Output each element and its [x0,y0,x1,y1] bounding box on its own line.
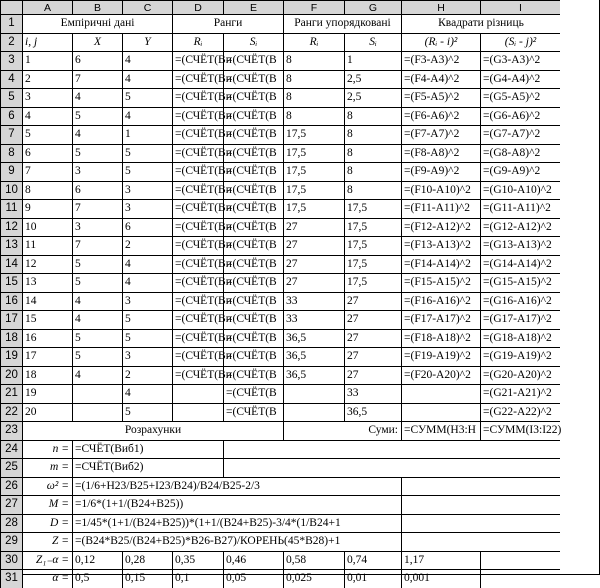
cell-i[interactable]: =(G20-A20)^2 [480,366,560,385]
cell-d[interactable] [172,403,223,422]
cell-a[interactable]: 4 [22,107,72,126]
cell-h2[interactable]: (Rᵢ - i)² [401,33,480,52]
cell-g[interactable]: 8 [344,181,401,200]
row-header-5[interactable]: 5 [0,88,22,107]
row-header-18[interactable]: 18 [0,329,22,348]
cell-i[interactable]: =(G15-A15)^2 [480,273,560,292]
cell-d[interactable]: =(СЧЁТ(Ви [172,199,223,218]
cell-b[interactable] [72,403,122,422]
cell-e[interactable]: =(СЧЁТ(В [223,199,283,218]
cell-c[interactable]: 3 [122,181,172,200]
cell-i[interactable]: =(G14-A14)^2 [480,255,560,274]
cell-b[interactable]: 3 [72,162,122,181]
cell-b[interactable]: 5 [72,273,122,292]
squared-diffs-header[interactable]: Квадрати різниць [401,14,560,33]
cell-e[interactable]: =(СЧЁТ(В [223,366,283,385]
cell-g[interactable]: 36,5 [344,403,401,422]
row-header-15[interactable]: 15 [0,273,22,292]
row-header-14[interactable]: 14 [0,255,22,274]
row-header-11[interactable]: 11 [0,199,22,218]
cell-h[interactable]: =(F11-A11)^2 [401,199,480,218]
cell-g2[interactable]: Sᵢ [344,33,401,52]
cell-a[interactable]: 20 [22,403,72,422]
cell-e[interactable]: =(СЧЁТ(В [223,310,283,329]
cell-d[interactable]: =(СЧЁТ(Ви [172,107,223,126]
row-header-16[interactable]: 16 [0,292,22,311]
alpha-value[interactable]: 0,05 [223,569,283,588]
cell-h[interactable]: =(F16-A16)^2 [401,292,480,311]
cell-i[interactable]: =(G12-A12)^2 [480,218,560,237]
calc-label-n[interactable]: n = [22,440,72,459]
row-header-12[interactable]: 12 [0,218,22,237]
cell-b[interactable]: 5 [72,107,122,126]
cell-i[interactable]: =(G22-A22)^2 [480,403,560,422]
cell-a[interactable]: 5 [22,125,72,144]
cell-b[interactable]: 7 [72,70,122,89]
cell-c[interactable]: 4 [122,107,172,126]
alpha-value[interactable]: 0,1 [172,569,223,588]
cell-c[interactable]: 5 [122,162,172,181]
row-header-20[interactable]: 20 [0,366,22,385]
cell-a[interactable]: 12 [22,255,72,274]
cell-e[interactable]: =(СЧЁТ(В [223,384,283,403]
cell-g[interactable]: 27 [344,347,401,366]
row-header-22[interactable]: 22 [0,403,22,422]
empty-cell[interactable] [223,458,560,477]
z-critical-value[interactable]: 0,58 [283,551,344,570]
calc-label-variance[interactable]: D = [22,514,72,533]
cell-g[interactable]: 8 [344,144,401,163]
cell-f[interactable]: 8 [283,70,344,89]
cell-e[interactable]: =(СЧЁТ(В [223,236,283,255]
cell-b[interactable]: 4 [72,366,122,385]
cell-h[interactable]: =(F7-A7)^2 [401,125,480,144]
cell-f[interactable]: 17,5 [283,181,344,200]
col-header-d[interactable]: D [172,0,223,14]
empirical-data-header[interactable]: Емпіричні дані [22,14,172,33]
cell-d[interactable]: =(СЧЁТ(Ви [172,292,223,311]
cell-a2[interactable]: i, j [22,33,72,52]
cell-f[interactable]: 27 [283,255,344,274]
calc-formula-z[interactable]: =(B24*B25/(B24+B25)*B26-B27)/КОРЕНЬ(45*B28)+1 [72,532,401,551]
cell-e[interactable]: =(СЧЁТ(В [223,125,283,144]
cell-f[interactable]: 8 [283,51,344,70]
row-header-8[interactable]: 8 [0,144,22,163]
col-header-h[interactable]: H [401,0,480,14]
cell-i[interactable]: =(G21-A21)^2 [480,384,560,403]
cell-d[interactable]: =(СЧЁТ(Ви [172,88,223,107]
cell-e[interactable]: =(СЧЁТ(В [223,218,283,237]
cell-a[interactable]: 19 [22,384,72,403]
cell-b[interactable]: 3 [72,218,122,237]
cell-c[interactable]: 4 [122,51,172,70]
row-header-31[interactable]: 31 [0,569,22,588]
cell-g[interactable]: 17,5 [344,273,401,292]
empty-cell[interactable] [223,440,560,459]
cell-b[interactable]: 4 [72,292,122,311]
col-header-g[interactable]: G [344,0,401,14]
alpha-value[interactable] [480,569,560,588]
row-header-19[interactable]: 19 [0,347,22,366]
calc-label-omega[interactable]: ω² = [22,477,72,496]
cell-a[interactable]: 14 [22,292,72,311]
cell-d[interactable]: =(СЧЁТ(Ви [172,347,223,366]
row-header-10[interactable]: 10 [0,181,22,200]
cell-h[interactable]: =(F13-A13)^2 [401,236,480,255]
calc-formula-m[interactable]: =СЧЁТ(Виб2) [72,458,223,477]
calc-label-mean[interactable]: M = [22,495,72,514]
cell-h[interactable]: =(F8-A8)^2 [401,144,480,163]
cell-f[interactable]: 8 [283,107,344,126]
cell-i[interactable]: =(G16-A16)^2 [480,292,560,311]
cell-g[interactable]: 27 [344,292,401,311]
cell-g[interactable]: 8 [344,162,401,181]
cell-i[interactable]: =(G17-A17)^2 [480,310,560,329]
cell-h[interactable]: =(F19-A19)^2 [401,347,480,366]
cell-e[interactable]: =(СЧЁТ(В [223,403,283,422]
row-header-29[interactable]: 29 [0,532,22,551]
cell-i[interactable]: =(G4-A4)^2 [480,70,560,89]
sums-label[interactable]: Суми: [283,421,401,440]
empty-cell[interactable] [401,495,560,514]
cell-g[interactable]: 33 [344,384,401,403]
cell-a[interactable]: 13 [22,273,72,292]
z-critical-value[interactable]: 0,74 [344,551,401,570]
cell-b[interactable]: 6 [72,181,122,200]
cell-g[interactable]: 17,5 [344,218,401,237]
cell-d[interactable] [172,384,223,403]
cell-h[interactable]: =(F12-A12)^2 [401,218,480,237]
row-header-2[interactable]: 2 [0,33,22,52]
cell-a[interactable]: 1 [22,51,72,70]
cell-b2[interactable]: X [72,33,122,52]
calc-formula-variance[interactable]: =1/45*(1+1/(B24+B25))*(1+1/(B24+B25)-3/4*(1/B24+1 [72,514,401,533]
alpha-value[interactable]: 0,001 [401,569,480,588]
cell-e[interactable]: =(СЧЁТ(В [223,162,283,181]
empty-cell[interactable] [401,532,560,551]
cell-a[interactable]: 9 [22,199,72,218]
col-header-a[interactable]: A [22,0,72,14]
cell-h[interactable]: =(F14-A14)^2 [401,255,480,274]
col-header-b[interactable]: B [72,0,122,14]
alpha-value[interactable]: 0,5 [72,569,122,588]
empty-cell[interactable] [401,514,560,533]
cell-b[interactable]: 4 [72,88,122,107]
cell-c[interactable]: 4 [122,70,172,89]
cell-d2[interactable]: Rᵢ [172,33,223,52]
cell-i[interactable]: =(G8-A8)^2 [480,144,560,163]
calculations-label[interactable]: Розрахунки [22,421,283,440]
cell-a[interactable]: 3 [22,88,72,107]
z-critical-value[interactable] [480,551,560,570]
cell-h[interactable]: =(F6-A6)^2 [401,107,480,126]
cell-h[interactable]: =(F3-A3)^2 [401,51,480,70]
cell-i[interactable]: =(G6-A6)^2 [480,107,560,126]
cell-c[interactable]: 3 [122,292,172,311]
cell-f[interactable] [283,403,344,422]
calc-formula-omega[interactable]: =(1/6+H23/B25+I23/B24)/B24/B25-2/3 [72,477,401,496]
cell-h[interactable] [401,403,480,422]
cell-b[interactable] [72,384,122,403]
row-header-27[interactable]: 27 [0,495,22,514]
ranks-header[interactable]: Ранги [172,14,283,33]
cell-a[interactable]: 7 [22,162,72,181]
row-header-6[interactable]: 6 [0,107,22,126]
cell-h[interactable]: =(F20-A20)^2 [401,366,480,385]
cell-c[interactable]: 3 [122,199,172,218]
cell-i[interactable]: =(G19-A19)^2 [480,347,560,366]
col-header-f[interactable]: F [283,0,344,14]
cell-i[interactable]: =(G13-A13)^2 [480,236,560,255]
cell-g[interactable]: 27 [344,310,401,329]
cell-f2[interactable]: Rᵢ [283,33,344,52]
cell-d[interactable]: =(СЧЁТ(Ви [172,162,223,181]
row-header-24[interactable]: 24 [0,440,22,459]
cell-b[interactable]: 7 [72,199,122,218]
cell-d[interactable]: =(СЧЁТ(Ви [172,236,223,255]
cell-d[interactable]: =(СЧЁТ(Ви [172,255,223,274]
cell-f[interactable]: 27 [283,236,344,255]
cell-d[interactable]: =(СЧЁТ(Ви [172,366,223,385]
cell-h23[interactable]: =СУММ(H3:H [401,421,480,440]
cell-g[interactable]: 1 [344,51,401,70]
cell-h[interactable]: =(F15-A15)^2 [401,273,480,292]
calc-formula-mean[interactable]: =1/6*(1+1/(B24+B25)) [72,495,401,514]
cell-f[interactable]: 17,5 [283,144,344,163]
row-header-23[interactable]: 23 [0,421,22,440]
cell-c[interactable]: 5 [122,403,172,422]
cell-a[interactable]: 18 [22,366,72,385]
cell-f[interactable] [283,384,344,403]
cell-i[interactable]: =(G9-A9)^2 [480,162,560,181]
row-header-26[interactable]: 26 [0,477,22,496]
cell-h[interactable]: =(F18-A18)^2 [401,329,480,348]
cell-a[interactable]: 10 [22,218,72,237]
cell-d[interactable]: =(СЧЁТ(Ви [172,70,223,89]
cell-i[interactable]: =(G11-A11)^2 [480,199,560,218]
alpha-value[interactable]: 0,01 [344,569,401,588]
cell-c[interactable]: 4 [122,384,172,403]
cell-c[interactable]: 5 [122,88,172,107]
cell-b[interactable]: 4 [72,125,122,144]
cell-a[interactable]: 6 [22,144,72,163]
cell-e[interactable]: =(СЧЁТ(В [223,88,283,107]
cell-f[interactable]: 36,5 [283,366,344,385]
cell-d[interactable]: =(СЧЁТ(Ви [172,329,223,348]
cell-c[interactable]: 2 [122,366,172,385]
calc-label-z[interactable]: Z = [22,532,72,551]
cell-d[interactable]: =(СЧЁТ(Ви [172,273,223,292]
cell-e[interactable]: =(СЧЁТ(В [223,70,283,89]
cell-f[interactable]: 36,5 [283,347,344,366]
cell-e[interactable]: =(СЧЁТ(В [223,292,283,311]
cell-b[interactable]: 6 [72,51,122,70]
cell-e2[interactable]: Sᵢ [223,33,283,52]
cell-a[interactable]: 8 [22,181,72,200]
ordered-ranks-header[interactable]: Ранги упорядковані [283,14,401,33]
cell-e[interactable]: =(СЧЁТ(В [223,144,283,163]
row-header-25[interactable]: 25 [0,458,22,477]
cell-a[interactable]: 11 [22,236,72,255]
cell-i[interactable]: =(G10-A10)^2 [480,181,560,200]
cell-d[interactable]: =(СЧЁТ(Ви [172,310,223,329]
z-critical-value[interactable]: 0,12 [72,551,122,570]
cell-f[interactable]: 33 [283,292,344,311]
cell-b[interactable]: 5 [72,144,122,163]
cell-f[interactable]: 17,5 [283,162,344,181]
cell-a[interactable]: 16 [22,329,72,348]
col-header-c[interactable]: C [122,0,172,14]
cell-d[interactable]: =(СЧЁТ(Ви [172,218,223,237]
cell-e[interactable]: =(СЧЁТ(В [223,329,283,348]
empty-cell[interactable] [401,477,560,496]
cell-i[interactable]: =(G7-A7)^2 [480,125,560,144]
cell-c[interactable]: 4 [122,255,172,274]
cell-c[interactable]: 4 [122,273,172,292]
cell-h[interactable]: =(F10-A10)^2 [401,181,480,200]
cell-i[interactable]: =(G18-A18)^2 [480,329,560,348]
cell-d[interactable]: =(СЧЁТ(Ви [172,181,223,200]
z-critical-value[interactable]: 0,46 [223,551,283,570]
cell-e[interactable]: =(СЧЁТ(В [223,347,283,366]
col-header-e[interactable]: E [223,0,283,14]
cell-e[interactable]: =(СЧЁТ(В [223,273,283,292]
cell-g[interactable]: 17,5 [344,255,401,274]
row-header-9[interactable]: 9 [0,162,22,181]
alpha-value[interactable]: 0,025 [283,569,344,588]
cell-h[interactable]: =(F17-A17)^2 [401,310,480,329]
cell-b[interactable]: 5 [72,329,122,348]
cell-f[interactable]: 36,5 [283,329,344,348]
cell-a[interactable]: 15 [22,310,72,329]
cell-c[interactable]: 5 [122,310,172,329]
row-header-17[interactable]: 17 [0,310,22,329]
cell-a[interactable]: 2 [22,70,72,89]
cell-c2[interactable]: Y [122,33,172,52]
cell-b[interactable]: 5 [72,347,122,366]
cell-e[interactable]: =(СЧЁТ(В [223,107,283,126]
cell-c[interactable]: 6 [122,218,172,237]
cell-a[interactable]: 17 [22,347,72,366]
cell-h[interactable] [401,384,480,403]
cell-g[interactable]: 8 [344,107,401,126]
cell-i23[interactable]: =СУММ(I3:I22) [480,421,560,440]
cell-i[interactable]: =(G3-A3)^2 [480,51,560,70]
cell-i2[interactable]: (Sᵢ - j)² [480,33,560,52]
cell-b[interactable]: 7 [72,236,122,255]
cell-b[interactable]: 5 [72,255,122,274]
cell-g[interactable]: 2,5 [344,70,401,89]
cell-d[interactable]: =(СЧЁТ(Ви [172,125,223,144]
cell-f[interactable]: 27 [283,218,344,237]
cell-h[interactable]: =(F5-A5)^2 [401,88,480,107]
row-header-21[interactable]: 21 [0,384,22,403]
cell-c[interactable]: 1 [122,125,172,144]
row-header-7[interactable]: 7 [0,125,22,144]
cell-d[interactable]: =(СЧЁТ(Ви [172,144,223,163]
z-critical-label[interactable]: Z₁₋α = [22,551,72,570]
cell-b[interactable]: 4 [72,310,122,329]
z-critical-value[interactable]: 0,35 [172,551,223,570]
cell-c[interactable]: 5 [122,144,172,163]
cell-g[interactable]: 17,5 [344,199,401,218]
calc-formula-n[interactable]: =СЧЁТ(Виб1) [72,440,223,459]
cell-f[interactable]: 27 [283,273,344,292]
cell-e[interactable]: =(СЧЁТ(В [223,51,283,70]
col-header-i[interactable]: I [480,0,560,14]
row-header-3[interactable]: 3 [0,51,22,70]
cell-c[interactable]: 2 [122,236,172,255]
row-header-13[interactable]: 13 [0,236,22,255]
cell-g[interactable]: 17,5 [344,236,401,255]
row-header-30[interactable]: 30 [0,551,22,570]
cell-e[interactable]: =(СЧЁТ(В [223,181,283,200]
cell-c[interactable]: 3 [122,347,172,366]
row-header-1[interactable]: 1 [0,14,22,33]
cell-g[interactable]: 27 [344,366,401,385]
cell-g[interactable]: 27 [344,329,401,348]
cell-e[interactable]: =(СЧЁТ(В [223,255,283,274]
cell-f[interactable]: 8 [283,88,344,107]
calc-label-m[interactable]: m = [22,458,72,477]
cell-h[interactable]: =(F9-A9)^2 [401,162,480,181]
cell-g[interactable]: 2,5 [344,88,401,107]
z-critical-value[interactable]: 1,17 [401,551,480,570]
row-header-28[interactable]: 28 [0,514,22,533]
cell-f[interactable]: 17,5 [283,199,344,218]
alpha-label[interactable]: α = [22,569,72,588]
cell-i[interactable]: =(G5-A5)^2 [480,88,560,107]
cell-c[interactable]: 5 [122,329,172,348]
select-all-corner[interactable] [0,0,22,14]
z-critical-value[interactable]: 0,28 [122,551,172,570]
cell-f[interactable]: 33 [283,310,344,329]
cell-f[interactable]: 17,5 [283,125,344,144]
cell-h[interactable]: =(F4-A4)^2 [401,70,480,89]
alpha-value[interactable]: 0,15 [122,569,172,588]
cell-d[interactable]: =(СЧЁТ(Ви [172,51,223,70]
cell-g[interactable]: 8 [344,125,401,144]
row-header-4[interactable]: 4 [0,70,22,89]
